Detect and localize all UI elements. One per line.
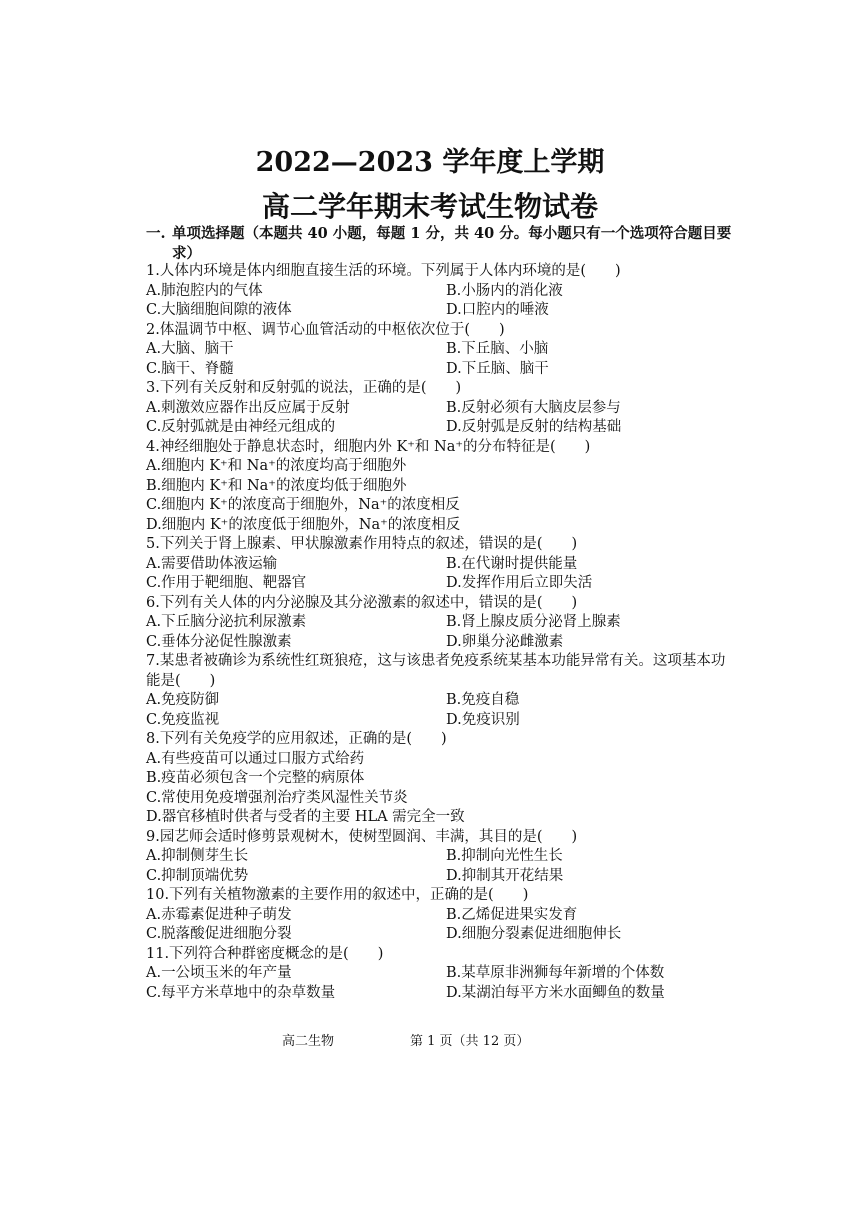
option-b: B.抑制向光性生长	[446, 848, 563, 864]
question-5	[146, 535, 726, 594]
section-instructions: 单项选择题（本题共 40 小题，每题 1 分，共 40 分。每小题只有一个选项符合题目要求）	[172, 225, 732, 262]
question-stem: 6.下列有关人体的内分泌腺及其分泌激素的叙述中，错误的是( )	[146, 594, 578, 611]
question-2	[146, 321, 726, 380]
question-options	[146, 906, 726, 945]
question-stem: 3.下列有关反射和反射弧的说法，正确的是( )	[146, 380, 462, 396]
option-a: A.免疫防御	[146, 692, 220, 708]
option-a: A.肺泡腔内的气体	[146, 282, 263, 299]
question-options	[146, 750, 726, 828]
question-options	[146, 691, 726, 730]
question-options	[146, 555, 726, 594]
section-heading	[146, 224, 736, 263]
option-c: C.脱落酸促进细胞分裂	[146, 926, 292, 942]
option-d: D.下丘脑、脑干	[446, 360, 549, 377]
option-d: D.某湖泊每平方米水面鲫鱼的数量	[446, 984, 665, 1001]
question-options	[146, 847, 726, 886]
option-a: A.抑制侧芽生长	[146, 848, 249, 864]
option-a: A.需要借助体液运输	[146, 555, 278, 572]
exam-title: 高二学年期末考试生物试卷	[261, 190, 598, 223]
question-options	[146, 399, 726, 438]
option-a: A.刺激效应器作出反应属于反射	[146, 399, 350, 416]
option-c: C.每平方米草地中的杂草数量	[146, 984, 336, 1001]
option-a: A.赤霉素促进种子萌发	[146, 906, 292, 923]
question-6	[146, 594, 726, 653]
question-stem: 10.下列有关植物激素的主要作用的叙述中，正确的是( )	[146, 887, 529, 903]
option-c: C.大脑细胞间隙的液体	[146, 302, 292, 318]
option-d: D.细胞内 K⁺的浓度低于细胞外，Na⁺的浓度相反	[146, 516, 461, 533]
option-a: A.一公顷玉米的年产量	[146, 965, 292, 981]
question-list	[146, 262, 726, 1003]
footer-page-number: 第 1 页（共 12 页）	[410, 1034, 530, 1049]
question-stem: 4.神经细胞处于静息状态时，细胞内外 K⁺和 Na⁺的分布特征是( )	[146, 438, 591, 455]
option-d: D.抑制其开花结果	[446, 867, 564, 884]
footer-subject: 高二生物	[282, 1034, 335, 1049]
option-b: B.某草原非洲狮每年新增的个体数	[446, 965, 665, 981]
option-b: B.肾上腺皮质分泌肾上腺素	[446, 614, 621, 630]
question-11	[146, 945, 726, 1004]
option-c: C.反射弧就是由神经元组成的	[146, 419, 336, 435]
question-options	[146, 613, 726, 652]
option-b: B.在代谢时提供能量	[446, 555, 578, 572]
question-stem: 8.下列有关免疫学的应用叙述，正确的是( )	[146, 731, 447, 747]
option-c: C.垂体分泌促性腺激素	[146, 633, 292, 650]
question-3	[146, 379, 726, 438]
option-c: C.常使用免疫增强剂治疗类风湿性关节炎	[146, 789, 408, 806]
option-c: C.细胞内 K⁺的浓度高于细胞外，Na⁺的浓度相反	[146, 497, 460, 513]
question-stem: 7.某患者被确诊为系统性红斑狼疮，这与该患者免疫系统某基本功能异常有关。这项基本功能是( )	[146, 653, 726, 689]
option-a: A.下丘脑分泌抗利尿激素	[146, 614, 307, 630]
option-d: D.卵巢分泌雌激素	[446, 633, 564, 650]
option-d: D.细胞分裂素促进细胞伸长	[446, 926, 622, 942]
option-b: B.细胞内 K⁺和 Na⁺的浓度均低于细胞外	[146, 477, 407, 494]
option-b: B.疫苗必须包含一个完整的病原体	[146, 770, 365, 786]
exam-year-heading: 2022—2023 学年度上学期	[255, 147, 605, 178]
option-d: D.器官移植时供者与受者的主要 HLA 需完全一致	[146, 809, 465, 825]
option-c: C.脑干、脊髓	[146, 360, 234, 377]
option-d: D.反射弧是反射的结构基础	[446, 419, 622, 435]
question-4	[146, 438, 726, 536]
question-options	[146, 457, 726, 535]
option-a: A.细胞内 K⁺和 Na⁺的浓度均高于细胞外	[146, 458, 407, 474]
question-options	[146, 282, 726, 321]
option-b: B.乙烯促进果实发育	[446, 906, 578, 923]
option-c: C.免疫监视	[146, 711, 220, 728]
question-options	[146, 964, 726, 1003]
question-stem: 1.人体内环境是体内细胞直接生活的环境。下列属于人体内环境的是( )	[146, 263, 621, 279]
question-stem: 11.下列符合种群密度概念的是( )	[146, 945, 384, 962]
question-8	[146, 730, 726, 828]
option-a: A.大脑、脑干	[146, 341, 234, 357]
question-10	[146, 886, 726, 945]
question-stem: 2.体温调节中枢、调节心血管活动的中枢依次位于( )	[146, 321, 505, 338]
option-d: D.口腔内的唾液	[446, 302, 549, 318]
option-b: B.反射必须有大脑皮层参与	[446, 399, 621, 416]
option-a: A.有些疫苗可以通过口服方式给药	[146, 750, 365, 767]
option-b: B.免疫自稳	[446, 692, 520, 708]
question-stem: 5.下列关于肾上腺素、甲状腺激素作用特点的叙述，错误的是( )	[146, 536, 578, 552]
option-d: D.发挥作用后立即失活	[446, 575, 593, 591]
question-9	[146, 828, 726, 887]
option-b: B.小肠内的消化液	[446, 282, 563, 299]
section-number: 一.	[146, 225, 166, 242]
option-d: D.免疫识别	[446, 711, 520, 728]
option-c: C.抑制顶端优势	[146, 867, 249, 884]
option-c: C.作用于靶细胞、靶器官	[146, 575, 307, 591]
question-options	[146, 340, 726, 379]
question-stem: 9.园艺师会适时修剪景观树木，使树型圆润、丰满，其目的是( )	[146, 828, 578, 845]
question-1	[146, 262, 726, 321]
option-b: B.下丘脑、小脑	[446, 341, 549, 357]
question-7	[146, 652, 726, 730]
